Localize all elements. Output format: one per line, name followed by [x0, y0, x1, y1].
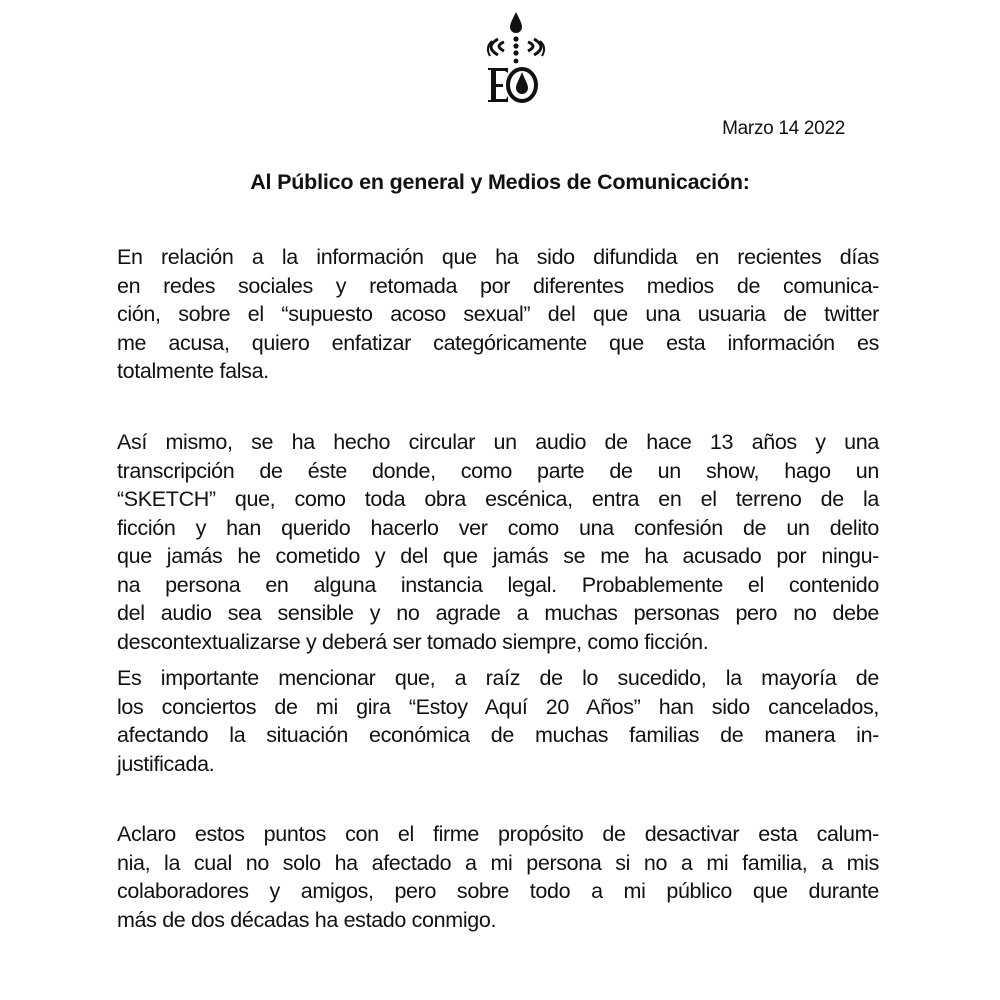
paragraph-4	[117, 820, 879, 934]
paragraph-3	[117, 664, 879, 778]
text-line: los conciertos de mi gira “Estoy Aquí 20 Años” han sido cancelados,	[117, 694, 879, 719]
text-line: del audio sea sensible y no agrade a muchas personas pero no debe	[117, 601, 879, 625]
text-line: más de dos décadas ha estado conmigo.	[117, 907, 497, 932]
text-line: nia, la cual no solo ha afectado a mi persona si no a mi familia, a mis	[117, 850, 879, 875]
document-heading: Al Público en general y Medios de Comunicación:	[250, 170, 750, 194]
text-line: Es importante mencionar que, a raíz de lo sucedido, la mayoría de	[117, 666, 879, 690]
paragraph-1	[117, 243, 879, 386]
document-date: Marzo 14 2022	[722, 118, 845, 139]
text-line: “SKETCH” que, como toda obra escénica, entra en el terreno de la	[117, 487, 879, 511]
text-line: colaboradores y amigos, pero sobre todo a mi público que durante	[117, 879, 879, 903]
paragraph-2	[117, 428, 879, 656]
text-line: descontextualizarse y deberá ser tomado siempre, como ficción.	[117, 629, 709, 654]
text-line: que jamás he cometido y del que jamás se me ha acusado por ningu-	[117, 544, 879, 568]
text-line: na persona en alguna instancia legal. Probablemente el contenido	[117, 572, 879, 597]
text-line: afectando la situación económica de muchas familias de manera in-	[117, 723, 879, 747]
text-line: totalmente falsa.	[117, 359, 269, 383]
text-line: En relación a la información que ha sido difundida en recientes días	[117, 245, 879, 269]
eo-logo-icon	[486, 6, 576, 106]
text-line: Aclaro estos puntos con el firme propósito de desactivar esta calum-	[117, 822, 879, 846]
text-line: transcripción de éste donde, como parte de un show, hago un	[117, 458, 879, 483]
text-line: justificada.	[117, 751, 215, 776]
text-line: ficción y han querido hacerlo ver como una confesión de un delito	[117, 515, 879, 540]
text-line: me acusa, quiero enfatizar categóricamente que esta información es	[117, 330, 879, 355]
text-line: ción, sobre el “supuesto acoso sexual” del que una usuaria de twitter	[117, 302, 879, 326]
text-line: Así mismo, se ha hecho circular un audio de hace 13 años y una	[117, 430, 879, 454]
text-line: en redes sociales y retomada por diferentes medios de comunica-	[117, 273, 879, 298]
